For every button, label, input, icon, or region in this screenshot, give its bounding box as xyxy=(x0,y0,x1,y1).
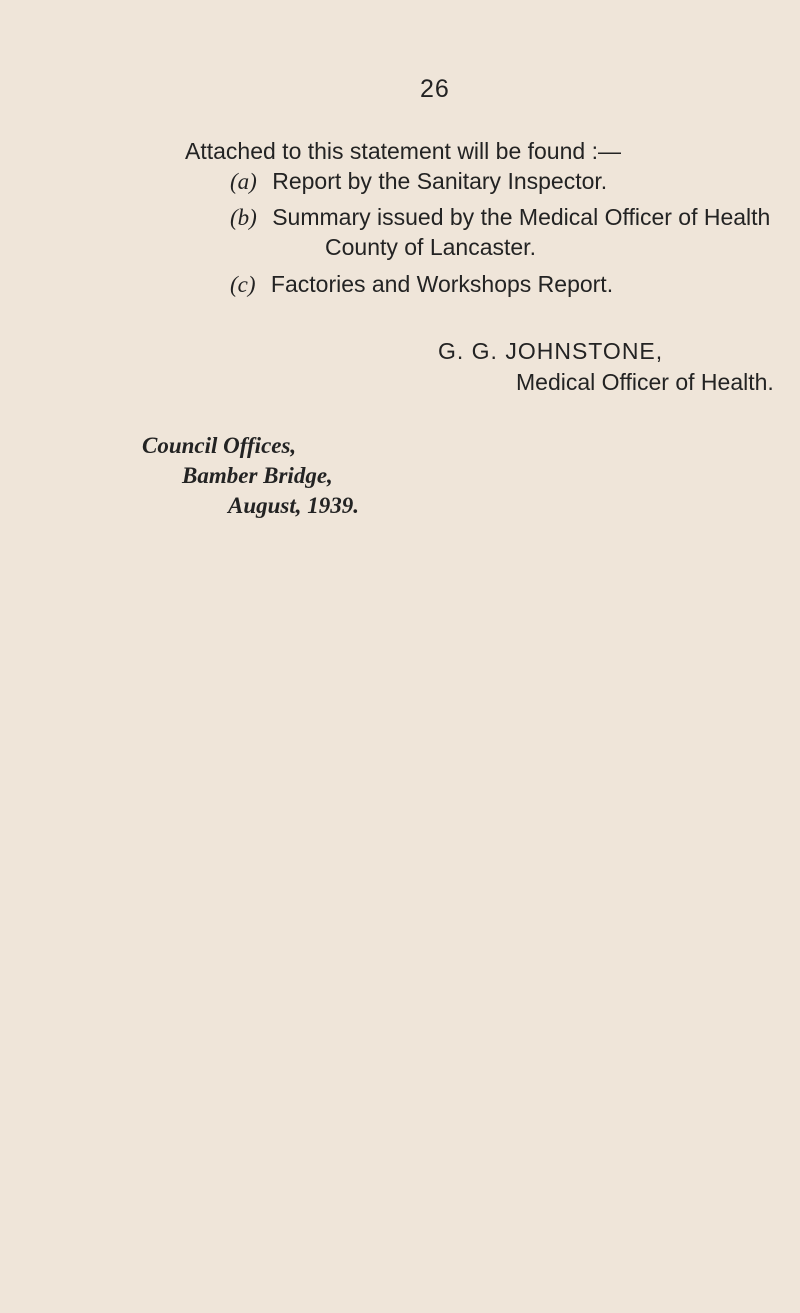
item-marker-c: (c) xyxy=(230,272,256,297)
address-line-2: Bamber Bridge, xyxy=(182,463,333,488)
item-text-c: Factories and Workshops Report. xyxy=(270,271,614,297)
attachment-intro: Attached to this statement will be found :— xyxy=(185,138,621,164)
address-line-3: August, 1939. xyxy=(228,493,360,518)
item-marker-a: (a) xyxy=(230,169,257,194)
page-number: 26 xyxy=(420,75,450,103)
attachment-item-a xyxy=(230,167,607,196)
address-line-1: Council Offices, xyxy=(142,433,297,458)
attachment-item-c xyxy=(230,270,613,299)
item-text-a: Report by the Sanitary Inspector. xyxy=(272,168,608,194)
item-marker-b: (b) xyxy=(230,205,257,230)
item-text-b-continuation: County of Lancaster. xyxy=(325,234,536,260)
signatory-name: G. G. JOHNSTONE, xyxy=(438,338,664,364)
signatory-title: Medical Officer of Health. xyxy=(516,369,774,395)
attachment-item-b xyxy=(230,203,770,232)
item-text-b: Summary issued by the Medical Officer of Health xyxy=(272,204,771,230)
